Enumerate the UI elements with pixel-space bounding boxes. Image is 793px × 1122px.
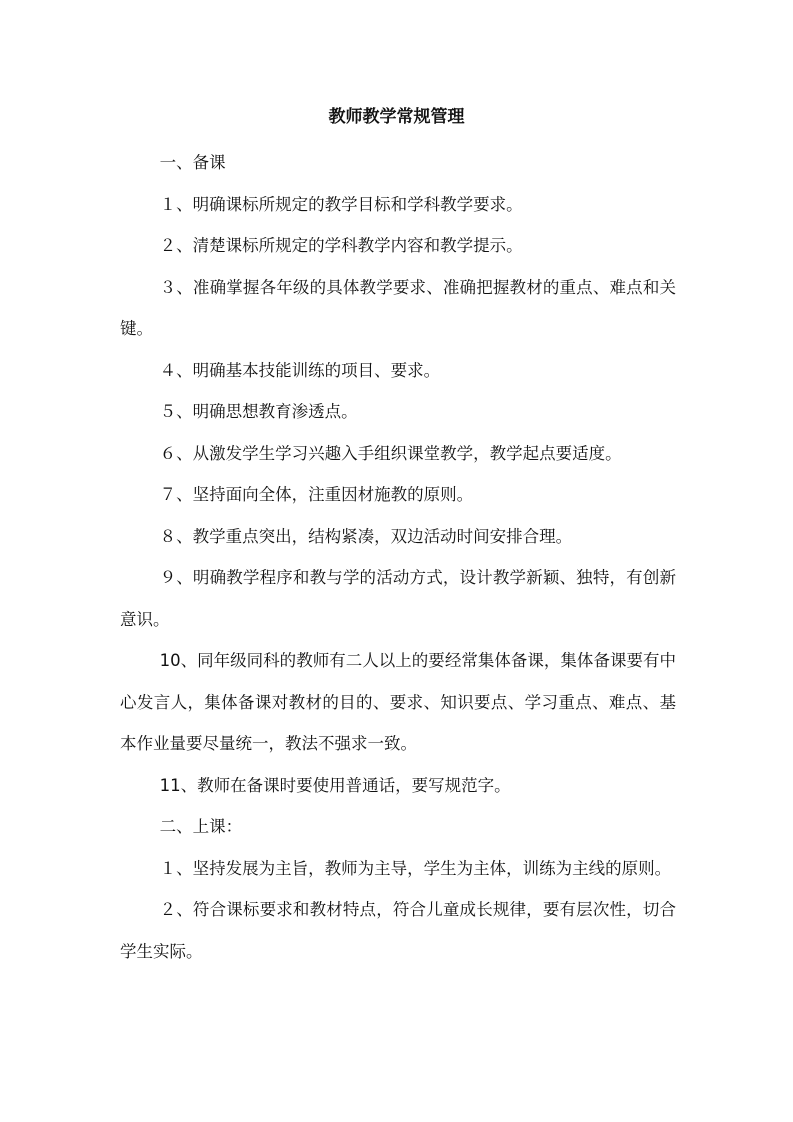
paragraph: ９、明确教学程序和教与学的活动方式，设计教学新颖、独特，有创新意识。: [120, 568, 676, 629]
paragraph: ２、符合课标要求和教材特点，符合儿童成长规律，要有层次性，切合学生实际。: [120, 900, 676, 961]
paragraph: ２、清楚课标所规定的学科教学内容和教学提示。: [159, 236, 523, 255]
paragraph: ４、明确基本技能训练的项目、要求。: [159, 360, 441, 380]
paragraph: ３、准确掌握各年级的具体教学要求、准确把握教材的重点、难点和关键。: [120, 277, 676, 338]
paragraph: 10、同年级同科的教师有二人以上的要经常集体备课，集体备课要有中心发言人，集体备课对教材的目的、要求、知识要点、学习重点、难点、基本作业量要尽量统一，教法不强求一致。: [120, 651, 676, 753]
document-body: [120, 142, 676, 972]
paragraph: １、坚持发展为主旨，教师为主导，学生为主体，训练为主线的原则。: [159, 858, 672, 878]
paragraph: ８、教学重点突出，结构紧凑，双边活动时间安排合理。: [159, 526, 573, 546]
paragraph: ７、坚持面向全体，注重因材施教的原则。: [159, 485, 474, 504]
section-heading-lesson-prep: 一、备课: [159, 153, 226, 172]
paragraph: ５、明确思想教育渗透点。: [159, 402, 358, 421]
paragraph: ６、从激发学生学习兴趣入手组织课堂教学，教学起点要适度。: [159, 443, 622, 463]
paragraph: １、明确课标所规定的教学目标和学科教学要求。: [159, 194, 523, 214]
document-title: 教师教学常规管理: [328, 107, 465, 127]
paragraph: 11、教师在备课时要使用普通话，要写规范字。: [159, 775, 511, 795]
section-heading-class: 二、上课：: [159, 817, 243, 836]
